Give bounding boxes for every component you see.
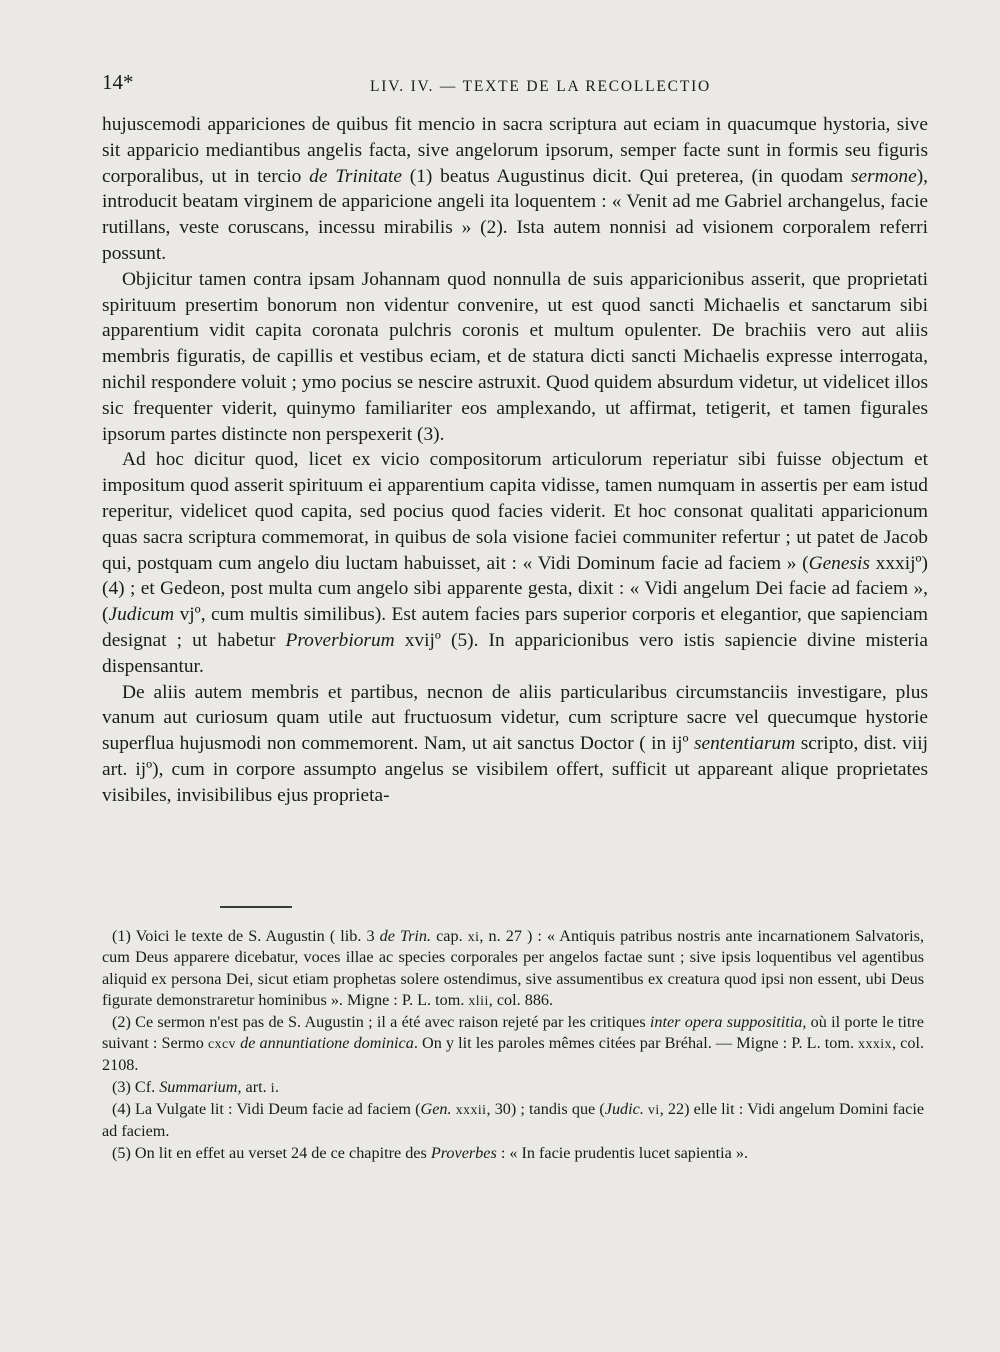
footnote-1: (1) Voici le texte de S. Augustin ( lib. 3 de Trin. cap. xi, n. 27 ) : « Antiquis patribus nostris ante incarnationem Salvatoris, cum Deus apparere dicebatur, voces illae ac species corporales per angelos factae sunt ; sive ipsis loquentibus vel agentibus aliquid ex persona Dei, sicut etiam prophetas solere ostendimus, sive assumentibus ex creatura quod ipsi non essent, ubi Deus figurate demonstraretur hominibus ». Migne : P. L. tom. xlii, col. 886. <box>102 927 924 1009</box>
footnote-separator <box>220 906 292 908</box>
footnote-5: (5) On lit en effet au verset 24 de ce chapitre des Proverbes : « In facie prudentis lucet sapientia ». <box>112 1143 749 1162</box>
paragraph-3: Ad hoc dicitur quod, licet ex vicio compositorum articulorum reperiatur sibi fuisse objectum et impositum quod asserit spirituum ei apparentium capita vidisse, tamen numquam in assertis per eam istud reperitur, videlicet quod capita, sed pocius quod facies viderit. Et hoc consonat qualitati apparicionum quas sacra scriptura commemorat, in quibus de sola visione faciei communiter refertur ; ut patet de Jacob qui, postquam cum angelo diu luctam habuisset, ait : « Vidi Dominum facie ad faciem » (Genesis xxxijº) (4) ; et Gedeon, post multa cum angelo sibi apparente gesta, dixit : « Vidi angelum Dei facie ad faciem », (Judicum vjº, cum multis similibus). Est autem facies pars superior corporis et elegantior, que sapienciam designat ; ut habetur Proverbiorum xvijº (5). In apparicionibus vero istis sapiencie divine misteria dispensantur. <box>102 449 928 677</box>
running-title: LIV. IV. — TEXTE DE LA RECOLLECTIO <box>370 78 712 95</box>
footnotes <box>102 926 924 1165</box>
footnote-4: (4) La Vulgate lit : Vidi Deum facie ad faciem (Gen. xxxii, 30) ; tandis que (Judic. vi, 22) elle lit : Vidi angelum Domini facie ad faciem. <box>102 1100 925 1140</box>
page-number: 14* <box>102 70 134 94</box>
paragraph-1: hujuscemodi appariciones de quibus fit mencio in sacra scriptura aut eciam in quacumque hystoria, sive sit apparicio mediantibus angelis facta, sive angelorum ipsorum, semper facte sunt in formis seu figuris corporalibus, ut in tercio de Trinitate (1) beatus Augustinus dicit. Qui preterea, (in quodam sermone), introducit beatam virginem de apparicione angeli ita loquentem : « Venit ad me Gabriel archangelus, facie rutillans, veste coruscans, incessu mirabilis » (2). Ista autem nonnisi ad visionem corporalem referri possunt. <box>102 114 928 264</box>
page-header <box>102 70 922 102</box>
main-text <box>102 112 928 809</box>
footnote-2: (2) Ce sermon n'est pas de S. Augustin ; il a été avec raison rejeté par les critiques inter opera supposititia, où il porte le titre suivant : Sermo cxcv de annuntiatione dominica. On y lit les paroles mêmes citées par Bréhal. — Migne : P. L. tom. xxxix, col. 2108. <box>102 1013 925 1074</box>
footnote-3: (3) Cf. Summarium, art. i. <box>112 1078 280 1097</box>
paragraph-2: Objicitur tamen contra ipsam Johannam quod nonnulla de suis apparicionibus asserit, que proprietati spirituum presertim bonorum non videntur convenire, ut est quod sancti Michaelis et sanctarum sibi apparentium vidit capita coronata pulchris coronis et multum opulenter. De brachiis vero aut aliis membris figuratis, de capillis et vestibus eciam, et de statura dicti sancti Michaelis expresse interrogata, nichil respondere voluit ; ymo pocius se nescire astruxit. Quod quidem absurdum videtur, ut videlicet illos sic frequenter viderit, quinymo familiariter eos amplexando, ut affirmat, tetigerit, et tamen figurales ipsorum partes distincte non perspexerit (3). <box>102 268 928 445</box>
paragraph-4: De aliis autem membris et partibus, necnon de aliis particularibus circumstanciis investigare, plus vanum aut curiosum quam utile aut fructuosum videtur, cum scripture sacre vel quecumque hystorie superflua hujusmodi non commemorent. Nam, ut ait sanctus Doctor ( in ijº sententiarum scripto, dist. viij art. ijº), cum in corpore assumpto angelus se visibilem offert, sufficit ut appareant alique proprietates visibiles, invisibilibus ejus proprieta- <box>102 681 928 806</box>
